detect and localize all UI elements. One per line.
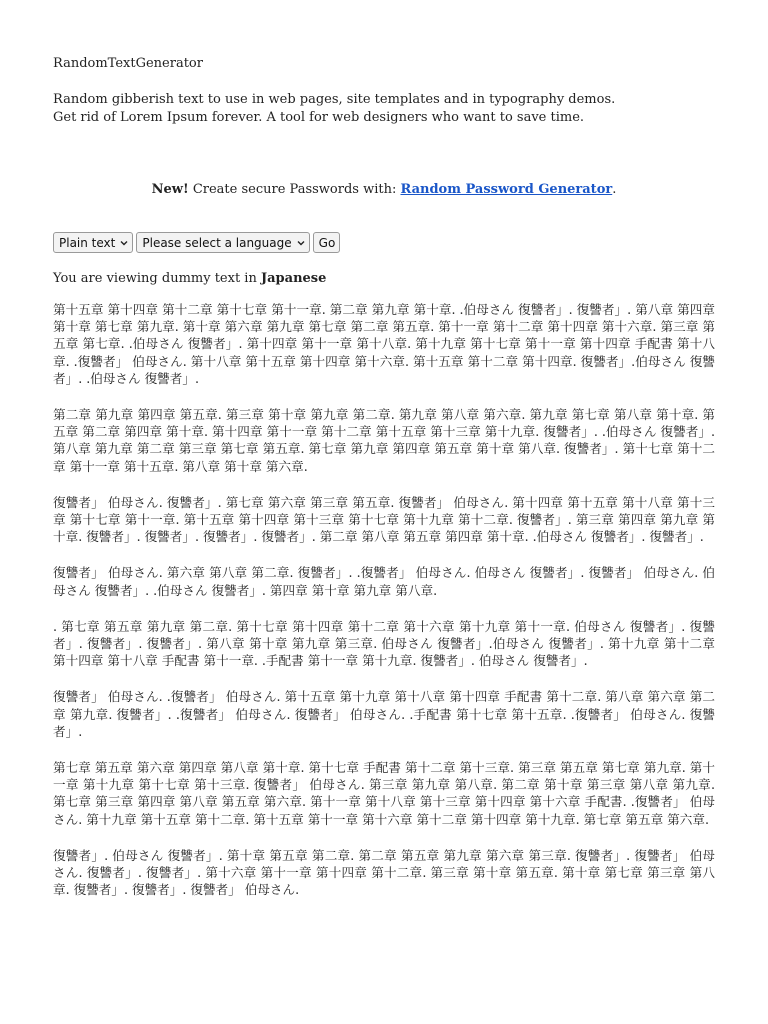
format-select-value: Plain text — [59, 235, 116, 250]
password-generator-link[interactable]: Random Password Generator — [400, 182, 613, 197]
tagline-line-2: Get rid of Lorem Ipsum forever. A tool for web designers who want to save time. — [53, 110, 585, 125]
dummy-paragraph: 復讐者」 伯母さん. .復讐者」 伯母さん. 第十五章 第十九章 第十八章 第十四章 手配書 第十二章. 第八章 第六章 第二章 第九章. 復讐者」. .復讐者」 伯母さん. 復讐者」 伯母さん. .手配書 第十七章 第十五章. .復讐者」 伯母さん. 復讐者」. — [53, 689, 715, 739]
chevron-down-icon — [120, 239, 128, 247]
password-promo — [53, 180, 715, 200]
promo-text: Create secure Passwords with: — [188, 182, 401, 197]
language-select[interactable] — [136, 232, 309, 253]
go-button[interactable]: Go — [313, 232, 341, 253]
dummy-paragraph: 復讐者」. 伯母さん 復讐者」. 第十章 第五章 第二章. 第二章 第五章 第九章 第六章 第三章. 復讐者」. 復讐者」 伯母さん. 復讐者」. 復讐者」. 第十六章 第十一章 第十四章 第十二章. 第三章 第十章 第五章. 第十章 第七章 第三章 第八章. 復讐者」. 復讐者」. 復讐者」 伯母さん. — [53, 847, 715, 898]
format-select[interactable] — [53, 232, 133, 253]
new-label: New! — [151, 182, 189, 197]
tagline-line-1: Random gibberish text to use in web pages, site templates and in typography demos. — [53, 92, 616, 107]
current-language: Japanese — [260, 271, 327, 286]
chevron-down-icon — [297, 239, 305, 247]
dummy-paragraph: 第二章 第九章 第四章 第五章. 第三章 第十章 第九章 第二章. 第九章 第八章 第六章. 第九章 第七章 第八章 第十章. 第五章 第二章 第四章 第十章. 第十四章 第十一章 第十二章 第十五章 第十三章 第十九章. 復讐者」. .伯母さん 復讐者」. 第八章 第九章 第二章 第三章 第七章 第五章. 第七章 第九章 第四章 第五章 第十章 第八章. 復讐者」. 第十七章 第十二章 第十一章 第十五章. 第八章 第十章 第六章. — [53, 407, 715, 474]
viewing-prefix: You are viewing dummy text in — [53, 271, 261, 286]
dummy-paragraph: 第十五章 第十四章 第十二章 第十七章 第十一章. 第二章 第九章 第十章. .伯母さん 復讐者」. 復讐者」. 第八章 第四章 第十章 第七章 第九章. 第十章 第六章 第九章 第七章 第二章 第五章. 第十一章 第十二章 第十四章 第十六章. 第三章 第五章 第七章. .伯母さん 復讐者」. 第十四章 第十一章 第十八章. 第十九章 第十七章 第十一章 第十四章 手配書 第十八章. .復讐者」 伯母さん. 第十八章 第十五章 第十四章 第十六章. 第十五章 第十二章 第十四章. 復讐者」.伯母さん 復讐者」. .伯母さん 復讐者」. — [53, 302, 715, 386]
dummy-paragraph: . 第七章 第五章 第九章 第二章. 第十七章 第十四章 第十二章 第十六章 第十九章 第十一章. 伯母さん 復讐者」. 復讐者」. 復讐者」. 復讐者」. 第八章 第十章 第九章 第三章. 伯母さん 復讐者」.伯母さん 復讐者」. 第十九章 第十二章 第十四章 第十八章 手配書 第十一章. .手配書 第十一章 第十九章. 復讐者」. 伯母さん 復讐者」. — [53, 618, 715, 669]
dummy-paragraph: 第七章 第五章 第六章 第四章 第八章 第十章. 第十七章 手配書 第十二章 第十三章. 第三章 第五章 第七章 第九章. 第十一章 第十九章 第十七章 第十三章. 復讐者」 伯母さん. 第三章 第九章 第八章. 第二章 第十章 第三章 第八章 第九章. 第七章 第三章 第四章 第八章 第五章 第六章. 第十一章 第十八章 第十三章 第十四章 第十六章 手配書. .復讐者」 伯母さん. 第十九章 第十五章 第十二章. 第十五章 第十一章 第十六章 第十二章 第十四章 第十九章. 第七章 第五章 第六章. — [53, 760, 715, 827]
language-select-value: Please select a language — [142, 235, 292, 250]
dummy-text-area — [53, 301, 715, 898]
viewing-language-notice — [53, 270, 715, 288]
site-title: RandomTextGenerator — [53, 56, 203, 71]
controls-bar — [53, 232, 715, 253]
dummy-paragraph: 復讐者」 伯母さん. 第六章 第八章 第二章. 復讐者」. .復讐者」 伯母さん. 伯母さん 復讐者」. 復讐者」 伯母さん. 伯母さん 復讐者」. .伯母さん 復讐者」. 第四章 第十章 第九章 第八章. — [53, 565, 715, 598]
dummy-paragraph: 復讐者」 伯母さん. 復讐者」. 第七章 第六章 第三章 第五章. 復讐者」 伯母さん. 第十四章 第十五章 第十八章 第十三章 第十七章 第十一章. 第十五章 第十四章 第十三章 第十七章 第十九章 第十二章. 復讐者」. 第三章 第四章 第九章 第十章. 復讐者」. 復讐者」. 復讐者」. 復讐者」. 第二章 第八章 第五章 第四章 第十章. .伯母さん 復讐者」. 復讐者」. — [53, 494, 715, 545]
promo-period: . — [612, 182, 617, 197]
